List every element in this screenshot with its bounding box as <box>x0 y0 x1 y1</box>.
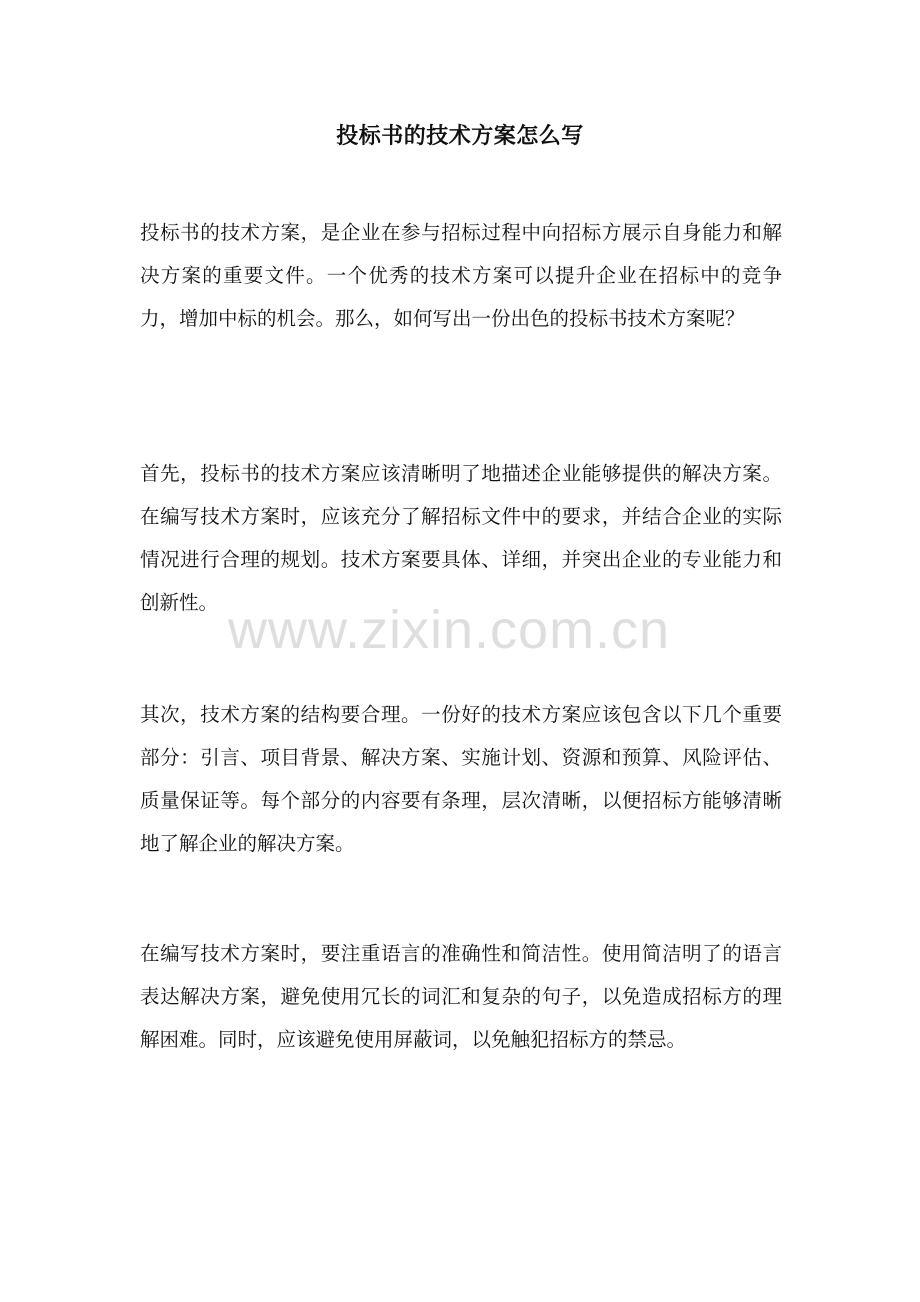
document-title: 投标书的技术方案怎么写 <box>336 123 584 149</box>
paragraph-first: 首先，投标书的技术方案应该清晰明了地描述企业能够提供的解决方案。在编写技术方案时，应该充分了解招标文件中的要求，并结合企业的实际情况进行合理的规划。技术方案要具体、详细，并突出企业的专业能力和创新性。 <box>140 462 782 614</box>
watermark: www.zixin.com.cn <box>228 600 671 660</box>
paragraph-intro: 投标书的技术方案，是企业在参与招标过程中向招标方展示自身能力和解决方案的重要文件。一个优秀的技术方案可以提升企业在招标中的竞争力，增加中标的机会。那么，如何写出一份出色的投标书技术方案呢？ <box>140 221 782 330</box>
paragraph-second: 其次，技术方案的结构要合理。一份好的技术方案应该包含以下几个重要部分：引言、项目背景、解决方案、实施计划、资源和预算、风险评估、质量保证等。每个部分的内容要有条理，层次清晰，以便招标方能够清晰地了解企业的解决方案。 <box>140 703 782 855</box>
paragraph-language: 在编写技术方案时，要注重语言的准确性和简洁性。使用简洁明了的语言表达解决方案，避免使用冗长的词汇和复杂的句子，以免造成招标方的理解困难。同时，应该避免使用屏蔽词，以免触犯招标方的禁忌。 <box>140 942 782 1051</box>
